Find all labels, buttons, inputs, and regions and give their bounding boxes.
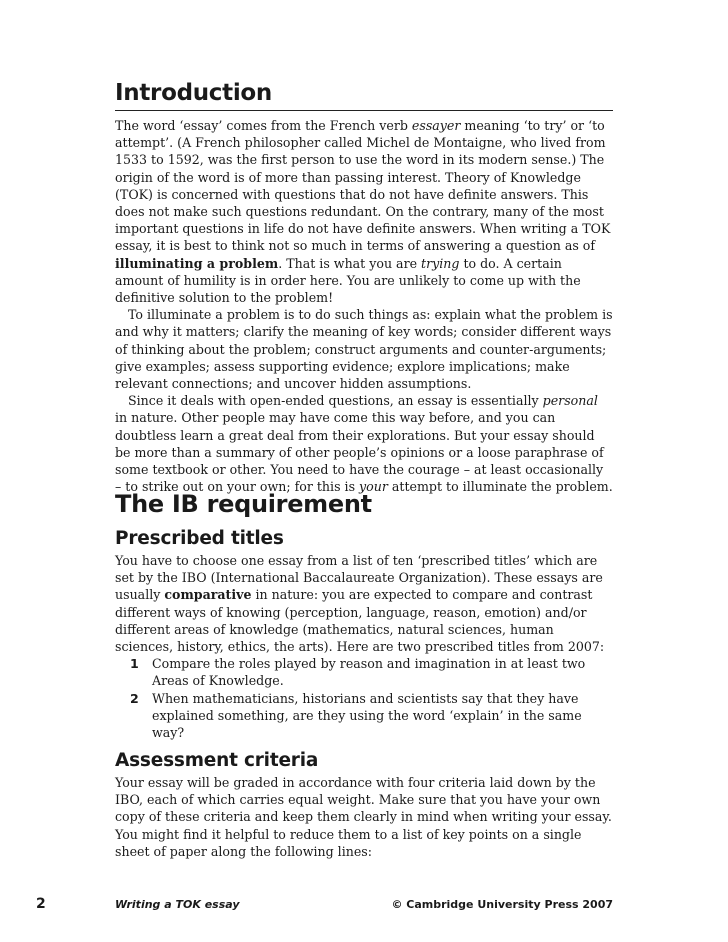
italic-run: your xyxy=(359,479,388,495)
text-run: You have to choose one essay from a list of ten ‘prescribed titles’ which are set by the IBO (International Baccalaureate Organization). These essays are usually xyxy=(115,553,603,603)
introduction-section xyxy=(115,80,613,495)
bold-run: comparative xyxy=(164,587,252,603)
list-item-text: Compare the roles played by reason and imagination in at least two Areas of Knowledge. xyxy=(152,656,586,689)
assessment-criteria-heading: Assessment criteria xyxy=(115,750,319,771)
ib-requirement-section xyxy=(115,490,613,741)
text-run: meaning ‘to try’ or ‘to attempt’. (A French philosopher called Michel de Montaigne, who lived from 1533 to 1592, was the first person to use the word in its modern sense.) The origin of the word is of more than passing interest. Theory of Knowledge (TOK) is concerned with questions that do not have definite answers. This does not make such questions redundant. On the contrary, many of the most important questions in life do not have definite answers. When writing a TOK essay, it is best to think not so much in terms of answering a question as of xyxy=(115,118,611,254)
italic-run: personal xyxy=(542,393,598,409)
text-run: in nature. Other people may have come this way before, and you can doubtless learn a great deal from their explorations. But your essay should be more than a summary of other people’s opinions or a loose paraphrase of some textbook or other. You need to have the courage – at least occasionally – to strike out on your own; for this is xyxy=(115,410,604,495)
introduction-paragraph-2: To illuminate a problem is to do such things as: explain what the problem is and why it matters; clarify the meaning of key words; consider different ways of thinking about the problem; construct arguments and counter-arguments; give examples; assess supporting evidence; explore implications; make relevant connections; and uncover hidden assumptions. xyxy=(115,307,613,392)
list-item-text: When mathematicians, historians and scientists say that they have explained something, are they using the word ‘explain’ in the same way? xyxy=(152,690,582,741)
text-run: . That is what you are xyxy=(278,255,422,271)
text-run: Since it deals with open-ended questions, an essay is essentially xyxy=(128,393,543,409)
page-number: 2 xyxy=(36,896,46,912)
text-run: in nature: you are expected to compare and contrast different ways of knowing (perception, language, reason, emotion) and/or different areas of knowledge (mathematics, natural sciences, human sciences, history, ethics, the arts). Here are two prescribed titles from 2007: xyxy=(115,587,605,655)
text-run: attempt to illuminate the problem. xyxy=(387,479,613,495)
list-item xyxy=(115,690,613,742)
prescribed-titles-heading: Prescribed titles xyxy=(115,528,284,549)
ib-requirement-heading: The IB requirement xyxy=(115,490,372,518)
text-run: to do. A certain amount of humility is in order here. You are unlikely to come up with the definitive solution to the problem! xyxy=(115,255,581,306)
heading-rule xyxy=(115,110,613,111)
footer-book-title: Writing a TOK essay xyxy=(115,898,240,911)
introduction-paragraph-1 xyxy=(115,117,613,306)
footer-copyright: © Cambridge University Press 2007 xyxy=(391,898,613,911)
text-run: The word ‘essay’ comes from the French verb xyxy=(115,118,412,133)
assessment-criteria-paragraph: Your essay will be graded in accordance with four criteria laid down by the IBO, each of which carries equal weight. Make sure that you have your own copy of these criteria and keep them clearly in mind when writing your essay. You might find it helpful to reduce them to a list of key points on a single sheet of paper along the following lines: xyxy=(115,775,612,859)
italic-run: essayer xyxy=(411,118,461,133)
assessment-criteria-section xyxy=(115,750,613,860)
prescribed-titles-paragraph xyxy=(115,552,613,655)
list-item-number: 2 xyxy=(130,690,139,706)
introduction-heading: Introduction xyxy=(115,80,272,106)
bold-run: illuminating a problem xyxy=(115,255,279,271)
list-item xyxy=(115,655,613,689)
introduction-paragraph-3 xyxy=(115,392,613,495)
italic-run: trying xyxy=(421,255,460,271)
list-item-number: 1 xyxy=(130,656,139,672)
